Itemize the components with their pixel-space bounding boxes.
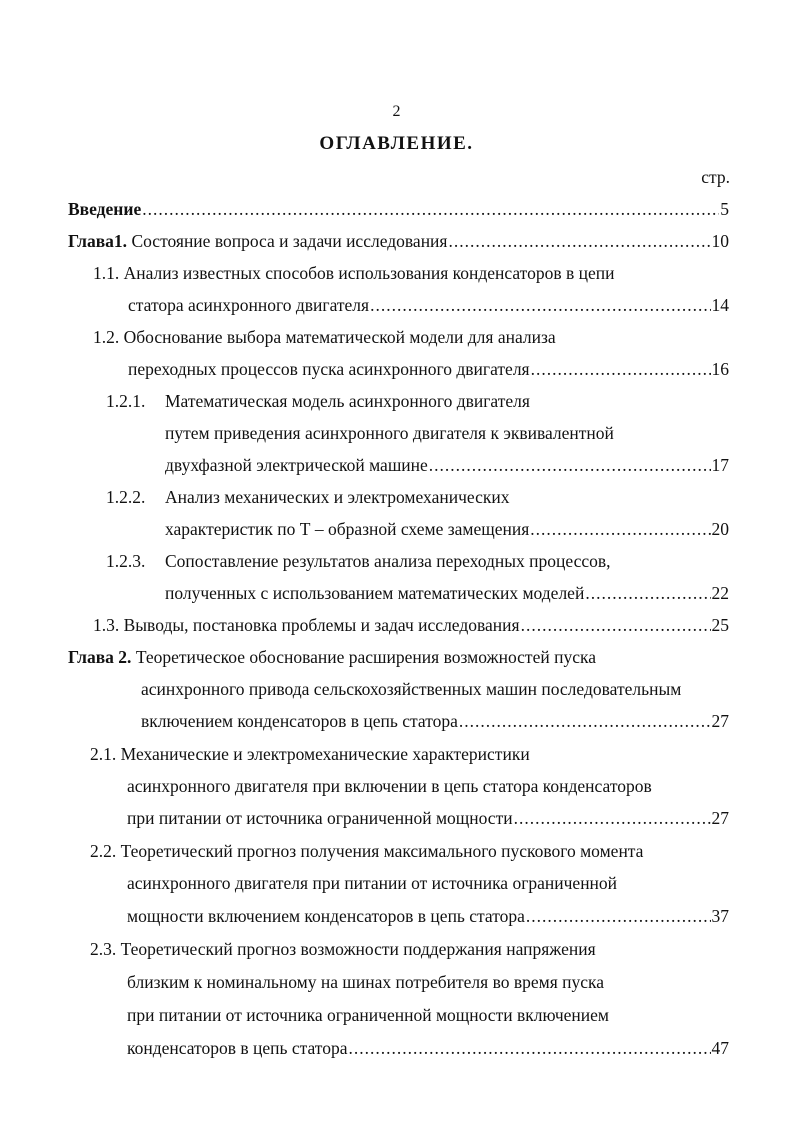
toc-entry-1-1-line-2 [128,294,729,316]
toc-entry-1-2-1-line-2: путем приведения асинхронного двигателя к эквивалентной [165,423,614,443]
toc-entry-2-2-line-1: 2.2. Теоретический прогноз получения максимального пускового момента [90,841,644,861]
toc-entry-1-1-line-1: 1.1. Анализ известных способов использования конденсаторов в цепи [93,263,615,283]
toc-entry-2-2-line-3 [127,905,729,927]
leader-dots [526,905,711,927]
leader-dots [429,454,711,476]
entry-page: 37 [711,906,729,926]
toc-entry-1-2-line-1: 1.2. Обоснование выбора математической модели для анализа [93,327,556,347]
entry-page: 10 [711,231,729,251]
entry-page: 14 [711,295,729,315]
chapter-title: Теоретическое обоснование расширения возможностей пуска [131,647,596,667]
toc-entry-1-2-line-2 [128,358,729,380]
toc-entry-chapter-1 [68,230,729,252]
toc-entry-2-2-line-2: асинхронного двигателя при питании от источника ограниченной [127,873,618,893]
toc-entry-1-2-1-number: 1.2.1. [106,391,146,411]
leader-dots [370,294,710,316]
entry-title: двухфазной электрической машине [165,455,428,475]
leader-dots [530,518,710,540]
entry-title: при питании от источника ограниченной мощности [127,808,513,828]
toc-entry-2-3-line-4 [127,1037,729,1059]
entry-title: статора асинхронного двигателя [128,295,370,315]
entry-title: конденсаторов в цепь статора [127,1038,348,1058]
entry-title [68,230,447,252]
page-number: 2 [392,103,401,120]
leader-dots [459,710,711,732]
entry-page: 5 [720,199,729,219]
entry-title: переходных процессов пуска асинхронного двигателя [128,359,530,379]
toc-entry-2-1-line-2: асинхронного двигателя при включении в цепь статора конденсаторов [127,776,652,796]
entry-title: мощности включением конденсаторов в цепь статора [127,906,525,926]
toc-entry-1-2-1-line-1: Математическая модель асинхронного двигателя [165,391,530,411]
entry-page: 22 [711,583,729,603]
toc-title: ОГЛАВЛЕНИЕ. [319,133,474,154]
leader-dots [585,582,710,604]
toc-entry-2-3-line-2: близким к номинальному на шинах потребителя во время пуска [127,972,605,992]
leader-dots [142,198,719,220]
leader-dots [531,358,711,380]
entry-page: 16 [711,359,729,379]
toc-entry-2-3-line-1: 2.3. Теоретический прогноз возможности поддержания напряжения [90,939,596,959]
leader-dots [349,1037,711,1059]
toc-entry-1-2-2-line-1: Анализ механических и электромеханических [165,487,510,507]
toc-entry-1-2-3-number: 1.2.3. [106,551,146,571]
toc-entry-chapter-2-line-2: асинхронного привода сельскохозяйственных машин последовательным [141,679,682,699]
pages-column-label: стр. [701,167,730,187]
toc-entry-1-2-2-line-2 [165,518,729,540]
toc-entry-1-2-3-line-2 [165,582,729,604]
entry-title: включением конденсаторов в цепь статора [141,711,458,731]
entry-page: 47 [711,1038,729,1058]
leader-dots [521,614,711,636]
entry-page: 25 [711,615,729,635]
toc-entry-2-1-line-3 [127,807,729,829]
toc-entry-1-3 [93,614,729,636]
entry-page: 17 [711,455,729,475]
toc-entry-chapter-2-line-3 [141,710,729,732]
entry-title: Введение [68,199,142,219]
chapter-label: Глава1. [68,231,128,251]
chapter-title: Состояние вопроса и задачи исследования [127,231,448,251]
entry-page: 27 [711,711,729,731]
leader-dots [448,230,710,252]
entry-title: полученных с использованием математических моделей [165,583,585,603]
toc-entry-2-3-line-3: при питании от источника ограниченной мощности включением [127,1005,610,1025]
toc-entry-1-2-3-line-1: Сопоставление результатов анализа переходных процессов, [165,551,611,571]
toc-entry-1-2-1-line-3 [165,454,729,476]
leader-dots [514,807,711,829]
chapter-label: Глава 2. [68,647,132,667]
entry-page: 27 [711,808,729,828]
toc-entry-1-2-2-number: 1.2.2. [106,487,146,507]
toc-entry-2-1-line-1: 2.1. Механические и электромеханические характеристики [90,744,530,764]
entry-title: характеристик по Т – образной схеме замещения [165,519,530,539]
entry-page: 20 [711,519,729,539]
toc-entry-chapter-2-line-1 [68,646,596,668]
toc-entry-introduction [68,198,729,220]
entry-title: 1.3. Выводы, постановка проблемы и задач исследования [93,615,520,635]
